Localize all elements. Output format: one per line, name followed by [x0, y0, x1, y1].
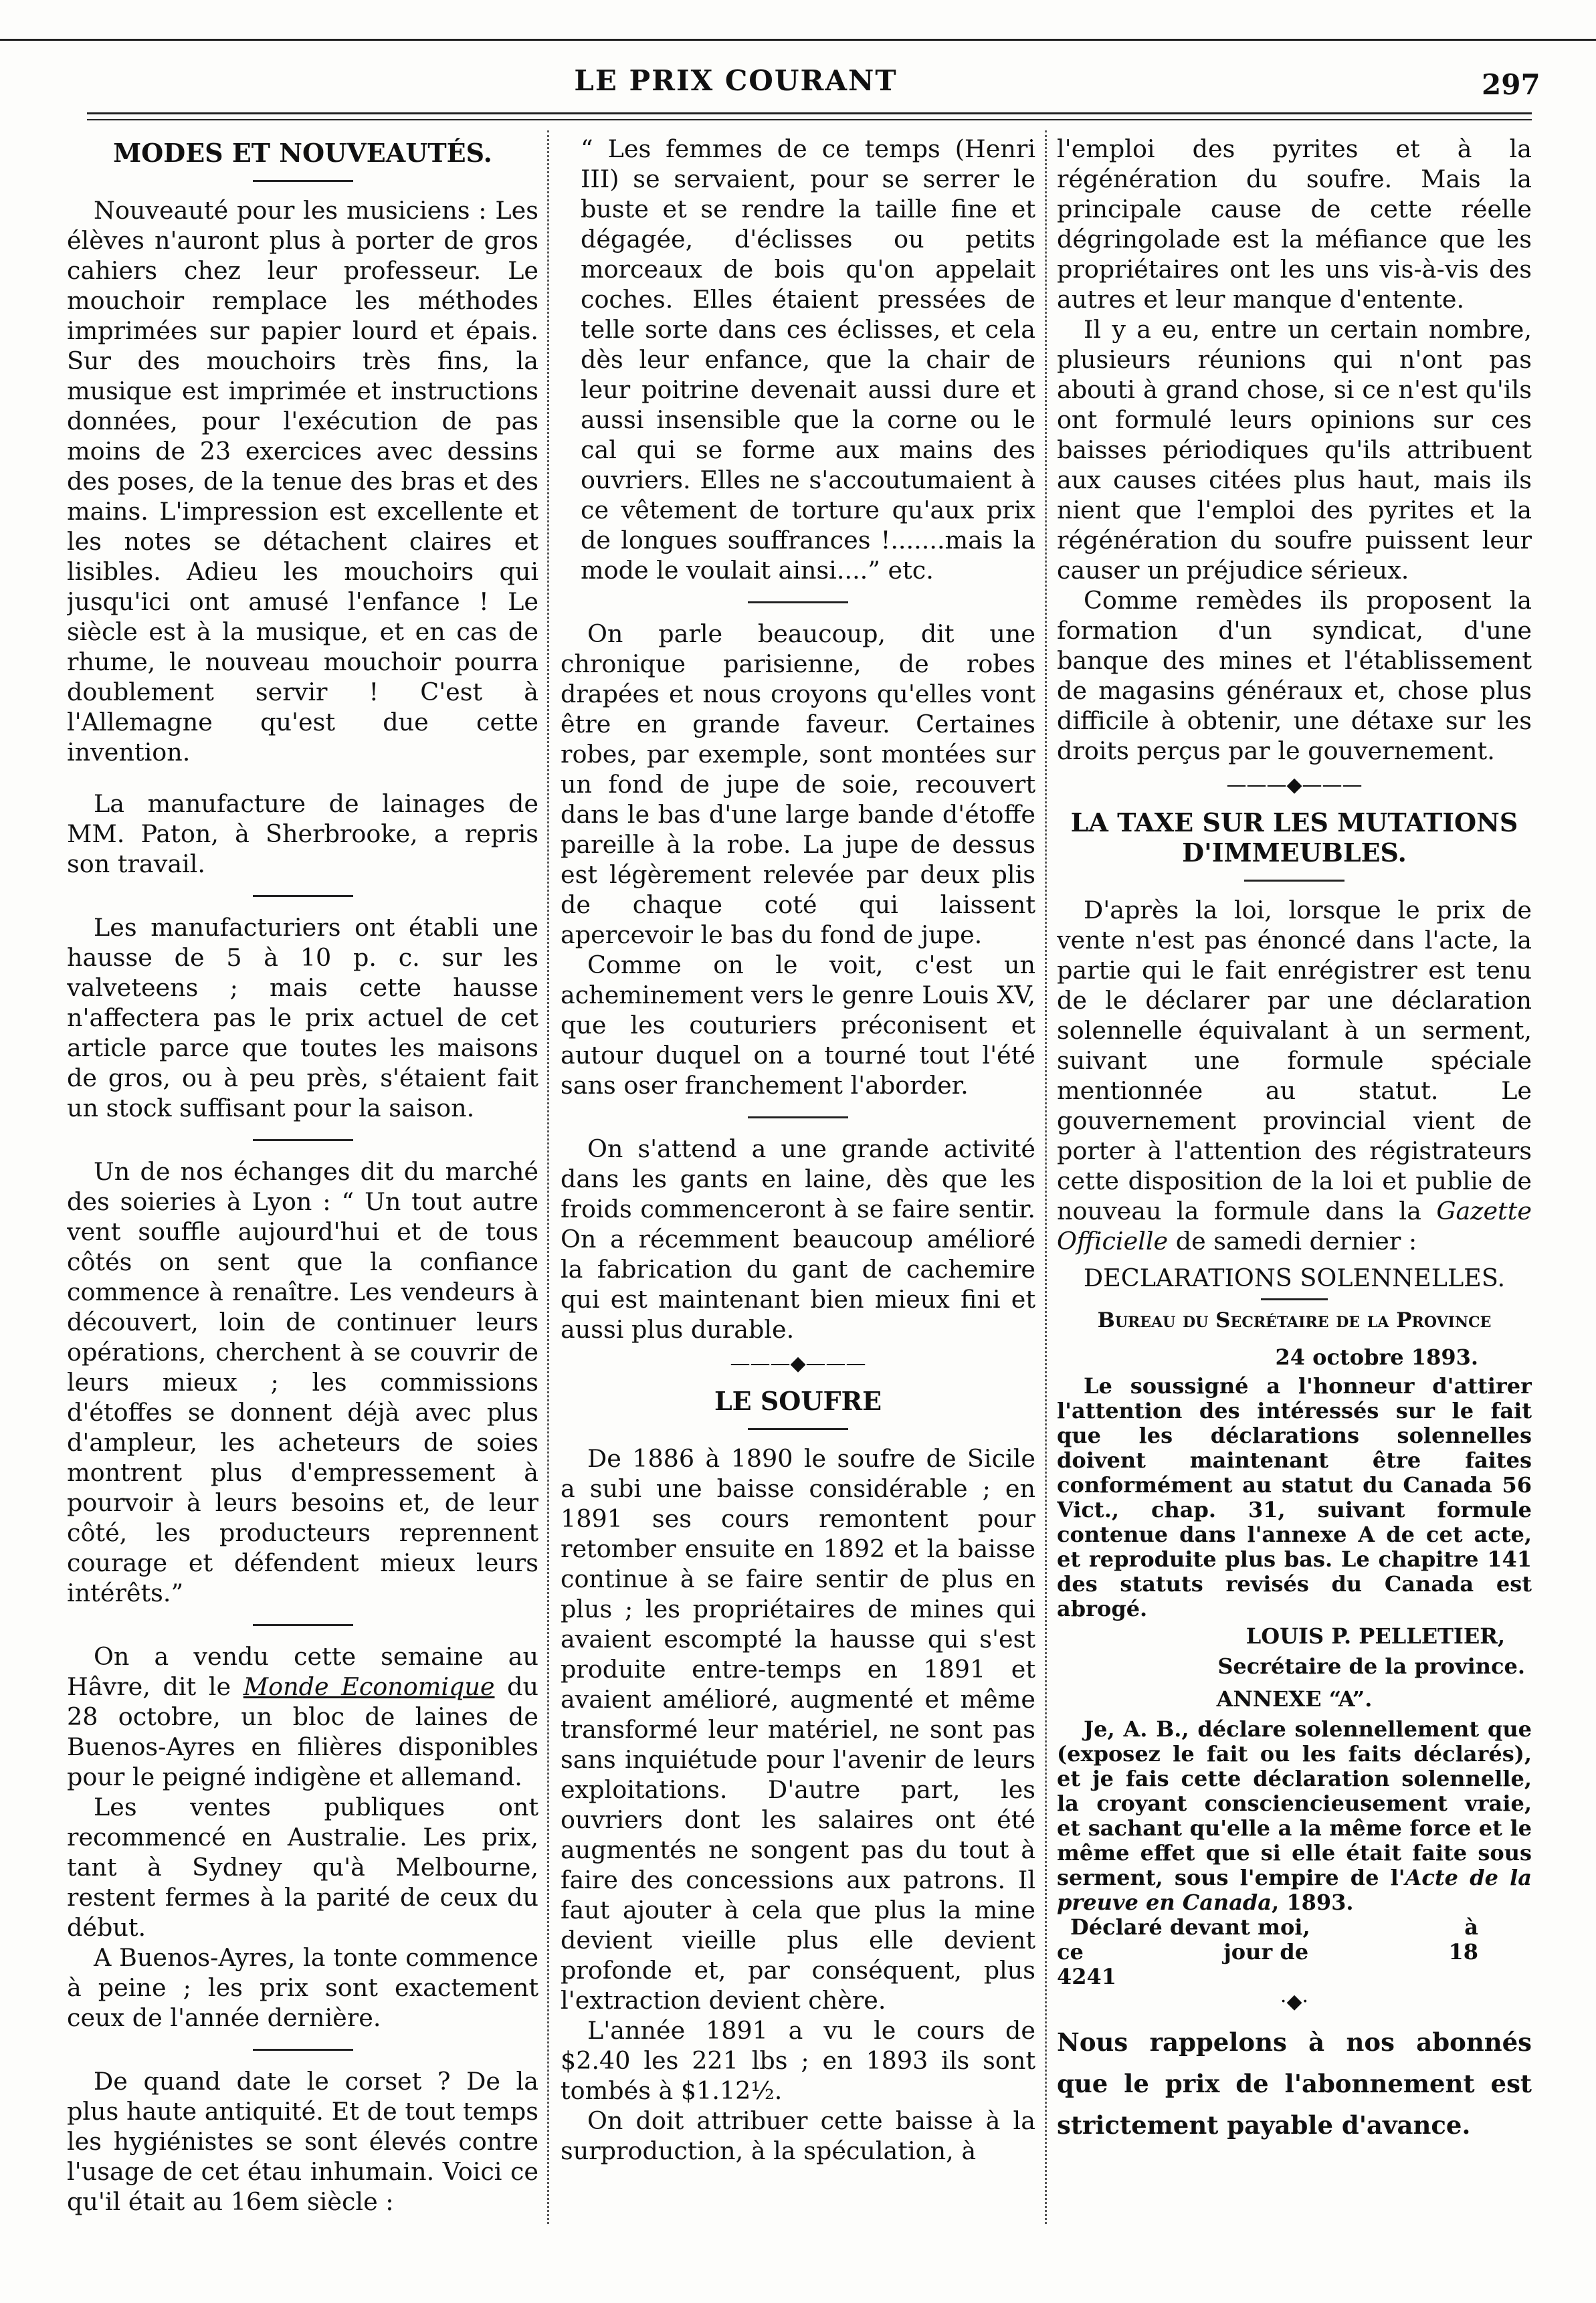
- section-heading-soufre: LE SOUFRE: [714, 1386, 882, 1416]
- column-3: [1057, 134, 1532, 2261]
- article-paragraph: Comme remèdes ils proposent la formation d'un syndicat, d'une banque des mines et l'établissement de magasins généraux et, chose plus difficile à obtenir, une détaxe sur les droits perçus par le gouvernement.: [1057, 586, 1532, 765]
- text: du 28 octobre, un bloc de laines de Buenos-Ayres en filières disponibles pour le peigné indigène et allemand.: [67, 1672, 538, 1791]
- reference-number: 4241: [1057, 1964, 1117, 1989]
- article-paragraph: On doit attribuer cette baisse à la surproduction, à la spéculation, à: [561, 2106, 1035, 2165]
- divider: [748, 1428, 848, 1430]
- column-1: [67, 134, 538, 2261]
- subscription-notice: Nous rappelons à nos abonnés que le prix de l'abonnement est strictement payable d'avance.: [1057, 2027, 1532, 2140]
- text: , 1893.: [1272, 1890, 1354, 1915]
- article-paragraph: Comme on le voit, c'est un acheminement vers le genre Louis XV, que les couturiers préconisent et autour duquel on a tourné tout l'été sans oser franchement l'aborder.: [561, 950, 1035, 1100]
- text: Déclaré devant moi,: [1070, 1914, 1310, 1940]
- article-paragraph: [67, 1641, 538, 1792]
- bureau-line: Bureau du Secrétaire de la Province: [1097, 1308, 1492, 1332]
- header-rule-thin: [87, 119, 1532, 120]
- signature-title: Secrétaire de la province.: [1217, 1654, 1525, 1679]
- text: à: [1464, 1914, 1478, 1940]
- act-name: Acte de la preuve en Canada: [1057, 1865, 1532, 1915]
- page-number: 297: [1482, 68, 1540, 101]
- article-paragraph: L'année 1891 a vu le cours de $2.40 les 221 lbs ; en 1893 ils sont tombés à $1.12½.: [561, 2016, 1035, 2105]
- publication-name: Gazette Officielle: [1057, 1197, 1532, 1256]
- divider: [67, 1608, 538, 1641]
- article-paragraph: l'emploi des pyrites et à la régénération du soufre. Mais la principale cause de cette réelle dégringolade est la méfiance que les propriétaires ont les uns vis-à-vis des autres et leur manque d'entente.: [1057, 134, 1532, 314]
- article-paragraph: A Buenos-Ayres, la tonte commence à peine ; les prix sont exactement ceux de l'année dernière.: [67, 1943, 538, 2032]
- formula-paragraph: [1057, 1717, 1532, 1915]
- signature-name: LOUIS P. PELLETIER,: [1245, 1623, 1505, 1649]
- article-paragraph: Les manufacturiers ont établi une hausse de 5 à 10 p. c. sur les valveteens ; mais cette hausse n'affectera pas le prix actuel de cet article parce que toutes les maisons de gros, ou à peu près, s'étaient fait un stock suffisant pour la saison.: [67, 913, 538, 1122]
- text: de samedi dernier :: [1168, 1227, 1417, 1256]
- text: Je, A. B., déclare solennellement que (exposez le fait ou les faits déclarés), et je fais cette déclaration solennelle, la croyant consciencieusement vraie, et sachant qu'elle a la même force et le même effet que si elle était faite sous serment, sous l'empire de l': [1057, 1716, 1532, 1890]
- article-paragraph: Les ventes publiques ont recommencé en Australie. Les prix, tant à Sydney qu'à Melbourne, restent fermes à la parité de ceux du début.: [67, 1793, 538, 1942]
- divider: [1261, 1298, 1328, 1300]
- page-title: LE PRIX COURANT: [574, 64, 898, 97]
- divider: [67, 879, 538, 912]
- date-fill-line: [1057, 1940, 1532, 1965]
- publication-name: Monde Economique: [243, 1672, 495, 1701]
- divider: [67, 1123, 538, 1157]
- annexe-title: ANNEXE “A”.: [1216, 1686, 1373, 1712]
- article-paragraph: On s'attend a une grande activité dans les gants en laine, dès que les froids commenceront à se faire sentir. On a récemment beaucoup amélioré la fabrication du gant de cachemire qui est maintenant bien mieux fini et aussi plus durable.: [561, 1134, 1035, 1344]
- divider: [67, 2033, 538, 2066]
- date-line: 24 octobre 1893.: [1275, 1344, 1478, 1370]
- article-paragraph: Un de nos échanges dit du marché des soieries à Lyon : “ Un tout autre vent souffle aujourd'hui et de tous côtés on sent que la confiance commence à renaître. Les vendeurs à découvert, loin de continuer leurs opérations, cherchent à se couvrir de leurs mieux ; les commissions d'étoffes se donnent déjà avec plus d'ampleur, les acheteurs de soies montrent plus d'empressement à pourvoir à leurs besoins et, de leur côté, les producteurs reprennent courage et défendent mieux leurs intérêts.”: [67, 1157, 538, 1607]
- declared-line: [1057, 1915, 1532, 1940]
- text: On a vendu cette semaine au Hâvre, dit le: [67, 1642, 538, 1701]
- section-heading-modes: MODES ET NOUVEAUTÉS.: [113, 138, 492, 168]
- article-paragraph: De quand date le corset ? De la plus haute antiquité. Et de tout temps les hygiénistes se sont élevés contre l'usage de cet étau inhumain. Voici ce qu'il était au 16em siècle :: [67, 2067, 538, 2216]
- ornament-divider: ———◆———: [730, 1352, 866, 1375]
- ornament-divider: ·◆·: [1280, 1990, 1309, 2013]
- subheading: DECLARATIONS SOLENNELLES.: [1083, 1264, 1506, 1292]
- quote-paragraph: “ Les femmes de ce temps (Henri III) se servaient, pour se serrer le buste et se rendre la taille fine et dégagée, d'éclisses ou petits morceaux de bois qu'on appelait coches. Elles étaient pressées de telle sorte dans ces éclisses, et cela dès leur enfance, que la chair de leur poitrine devenait aussi dure et aussi insensible que la corne ou le cal qui se forme aux mains des ouvriers. Elles ne s'accoutumaient à ce vêtement de torture qu'aux prix de longues souffrances !.......mais la mode le voulait ainsi....” etc.: [581, 134, 1035, 585]
- text: 18: [1448, 1939, 1478, 1965]
- article-paragraph: Nouveauté pour les musiciens : Les élèves n'auront plus à porter de gros cahiers chez leur professeur. Le mouchoir remplace les méthodes imprimées sur papier lourd et épais. Sur des mouchoirs très fins, la musique est imprimée et instructions données, pour l'exécution de pas moins de 23 exercices avec dessins des poses, de la tenue des bras et des mains. L'impression est excellente et les notes se détachent claires et lisibles. Adieu les mouchoirs qui jusqu'ici ont amusé l'enfance ! Le siècle est à la musique, et en cas de rhume, le nouveau mouchoir pourra doublement servir ! C'est à l'Allemagne qu'est due cette invention.: [67, 196, 538, 767]
- divider: [253, 180, 353, 182]
- divider: [561, 1100, 1035, 1134]
- top-rule: [0, 39, 1596, 41]
- article-paragraph: De 1886 à 1890 le soufre de Sicile a subi une baisse considérable ; en 1891 ses cours remontent pour retomber ensuite en 1892 et la baisse continue à se faire sentir de plus en plus ; les propriétaires de mines qui avaient escompté la hausse qui s'est produite entre-temps en 1891 et avaient amélioré, augmenté et même transformé leur matériel, ne sont pas sans inquiétude pour l'avenir de leurs exploitations. D'autre part, les ouvriers dont les salaires ont été augmentés ne songent pas du tout à faire des concessions aux patrons. Il faut ajouter à cela que plus la mine devient vieille plus elle devient profonde et, par conséquent, plus l'extraction devient chère.: [561, 1444, 1035, 2015]
- article-paragraph: La manufacture de lainages de MM. Paton, à Sherbrooke, a repris son travail.: [67, 789, 538, 878]
- header-rule: [87, 112, 1532, 114]
- article-paragraph: [1057, 895, 1532, 1256]
- divider: [561, 585, 1035, 619]
- ornament-divider: ———◆———: [1226, 773, 1363, 797]
- article-paragraph: On parle beaucoup, dit une chronique parisienne, de robes drapées et nous croyons qu'elles vont être en grande faveur. Certaines robes, par exemple, sont montées sur un fond de jupe de soie, recouvert dans le bas d'une large bande d'étoffe pareille à la robe. La jupe de dessus est légèrement relevée par deux plis de chaque coté qui laissent apercevoir le bas du fond de jupe.: [561, 619, 1035, 949]
- text: ce: [1057, 1939, 1084, 1965]
- text: D'après la loi, lorsque le prix de vente n'est pas énoncé dans l'acte, la partie qui le fait enrégistrer est tenu de le déclarer par une déclaration solennelle équivalant à un serment, suivant une formule spéciale mentionnée au statut. Le gouvernement provincial vient de porter à l'attention des régistrateurs cette disposition de la loi et publie de nouveau la formule dans la: [1057, 896, 1532, 1225]
- column-2: [561, 134, 1035, 2261]
- text: jour de: [1223, 1939, 1309, 1965]
- column-divider: [547, 130, 549, 2224]
- column-divider: [1045, 130, 1047, 2224]
- spacer: [67, 767, 538, 789]
- divider: [1244, 880, 1344, 882]
- notice-paragraph: Le soussigné a l'honneur d'attirer l'attention des intéressés sur le fait que les déclarations solennelles doivent maintenant être faites conformément au statut du Canada 56 Vict., chap. 31, suivant formule contenue dans l'annexe A de cet acte, et reproduite plus bas. Le chapitre 141 des statuts revisés du Canada est abrogé.: [1057, 1373, 1532, 1621]
- section-heading-taxe: LA TAXE SUR LES MUTATIONS D'IMMEUBLES.: [1070, 807, 1518, 868]
- article-paragraph: Il y a eu, entre un certain nombre, plusieurs réunions qui n'ont pas abouti à grand chose, si ce n'est qu'ils ont formulé leurs opinions sur ces baisses périodiques qu'ils attribuent aux causes citées plus haut, mais ils nient que l'emploi des pyrites et la régénération du soufre puissent leur causer un préjudice sérieux.: [1057, 315, 1532, 585]
